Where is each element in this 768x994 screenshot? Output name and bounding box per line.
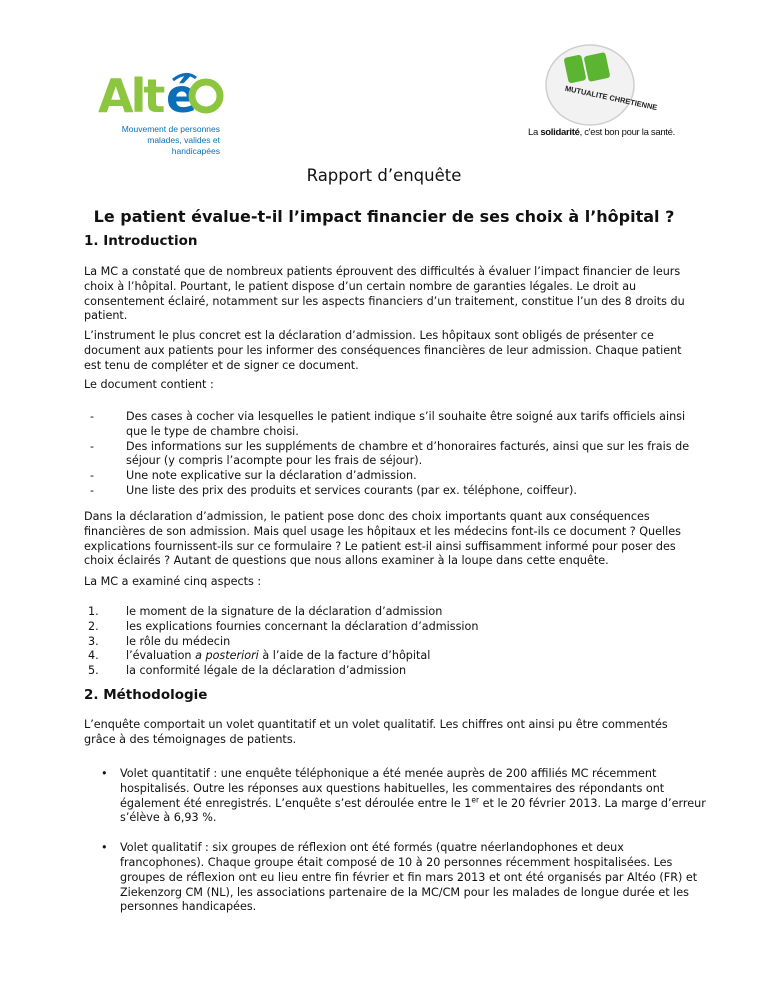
svg-text:é: é [166,69,198,123]
alteo-logo [98,69,278,156]
list-item: 3. le rôle du médecin [88,634,231,648]
section-heading-methodologie: 2. Méthodologie [84,687,208,703]
svg-text:Alt: Alt [98,69,163,123]
report-title: Rapport d’enquête [306,166,462,185]
paragraph: La MC a constaté que de nombreux patients éprouvent des difficultés à évaluer l’impact financier de leurs choix à l’hôpital. Pourtant, le patient dispose d’un certain nombre de garanties légales. Le droit au consentement éclairé, notamment sur les aspects financiers d’un traitement, constitue l’un des 8 droits du patient. [84,265,685,323]
alteo-wordmark [98,69,228,127]
paragraph: L’instrument le plus concret est la déclaration d’admission. Les hôpitaux sont obligés de présenter ce document aux patients pour les informer des conséquences financières de leur admission. Chaque patient est tenu de compléter et de signer ce document. [84,329,682,372]
methodology-list [84,767,706,915]
list-item: - Des cases à cocher via lesquelles le patient indique s’il souhaite être soigné aux tarifs officiels ainsi que le type de chambre choisi. [90,410,686,438]
mutualite-chretienne-logo [540,40,659,130]
paragraph: Dans la déclaration d’admission, le patient pose donc des choix importants quant aux conséquences financières de son admission. Mais quel usage les hôpitaux et les médecins font-ils ce document ? Quelles explications fournissent-ils sur ce formulaire ? Le patient est-il ainsi suffisamment informé pour poser des choix éclairés ? Autant de questions que nous allons examiner à la loupe dans cette enquête. [84,510,681,568]
list-item: - Une liste des prix des produits et services courants (par ex. téléphone, coiffeur). [90,483,577,497]
document-contents-list [84,410,704,499]
paragraph: Le document contient : [84,378,214,391]
paragraph: L’enquête comportait un volet quantitatif et un volet qualitatif. Les chiffres ont ainsi pu être commentés grâce à des témoignages de patients. [84,718,668,746]
list-item: 4. l’évaluation a posteriori à l’aide de la facture d’hôpital [88,649,431,663]
list-item: 1. le moment de la signature de la déclaration d’admission [88,605,443,618]
list-item: • Volet quantitatif : une enquête téléphonique a été menée auprès de 200 affiliés MC récemment hospitalisés. Outre les réponses aux questions habituelles, les commentaires des répondants ont également été enregistrés. L’enquête s’est déroulée entre le 1er et le 20 février 2013. La marge d’erreur s’élève à 6,93 %. [101,767,706,825]
mc-logo-text: MUTUALITE CHRETIENNE [564,83,659,113]
alteo-subtitle: Mouvement de personnes malades, valides et handicapées [121,124,220,156]
section-heading-introduction: 1. Introduction [84,233,198,249]
mc-tagline: La solidarité, c'est bon pour la santé. [528,127,675,138]
list-item: • Volet qualitatif : six groupes de réflexion ont été formés (quatre néerlandophones et deux francophones). Chaque groupe était composé de 10 à 20 personnes récemment hospitalisées. Les groupes de réflexion ont eu lieu entre fin février et fin mars 2013 et ont été organisés par Altéo (FR) et Ziekenzorg CM (NL), les associations partenaire de la MC/CM pour les malades de longue durée et les personnes handicapées. [101,841,698,914]
list-item: - Des informations sur les suppléments de chambre et d’honoraires facturés, ainsi que sur les frais de séjour (y compris l’acompte pour les frais de séjour). [90,439,690,468]
aspects-list [84,605,704,679]
list-item: 2. les explications fournies concernant la déclaration d’admission [88,619,479,633]
paragraph: La MC a examiné cinq aspects : [84,575,262,588]
list-item: - Une note explicative sur la déclaration d’admission. [90,469,417,483]
main-title: Le patient évalue-t-il l’impact financier de ses choix à l’hôpital ? [93,207,675,226]
list-item: 5. la conformité légale de la déclaration d’admission [88,664,407,678]
